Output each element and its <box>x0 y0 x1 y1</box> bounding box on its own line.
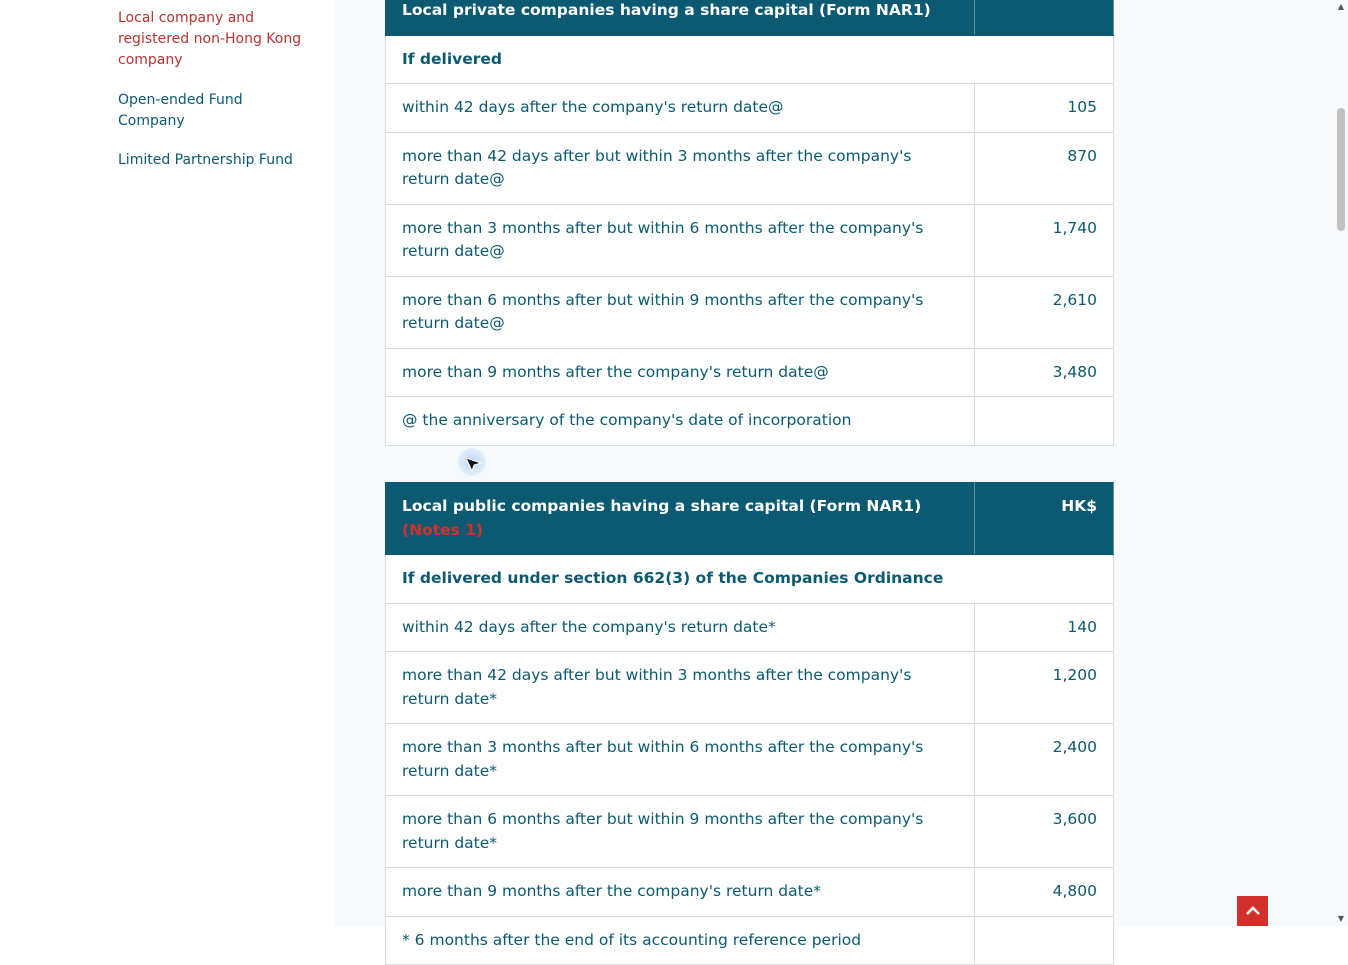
table-row <box>386 348 1114 397</box>
row-fee: 2,400 <box>975 724 1114 796</box>
table-subheader-row <box>386 35 1114 84</box>
row-description: more than 6 months after but within 9 months after the company's return date@ <box>386 276 975 348</box>
table-row <box>386 868 1114 917</box>
row-fee: 2,610 <box>975 276 1114 348</box>
row-fee: 1,740 <box>975 204 1114 276</box>
table-subheader: If delivered <box>386 35 1114 84</box>
scrollbar-thumb[interactable] <box>1337 108 1345 231</box>
row-fee: 3,600 <box>975 796 1114 868</box>
table-row <box>386 84 1114 133</box>
table-row <box>386 132 1114 204</box>
row-fee: 1,200 <box>975 652 1114 724</box>
sidebar-item-local-company[interactable]: Local company and registered non-Hong Kong company <box>118 10 302 68</box>
table-header-row <box>386 483 1114 555</box>
row-description: more than 6 months after but within 9 months after the company's return date* <box>386 796 975 868</box>
table-header-title: Local private companies having a share capital (Form NAR1) <box>386 0 975 35</box>
row-description: more than 42 days after but within 3 months after the company's return date@ <box>386 132 975 204</box>
row-fee: 140 <box>975 603 1114 652</box>
row-fee: 105 <box>975 84 1114 133</box>
row-description: within 42 days after the company's return date@ <box>386 84 975 133</box>
row-description: within 42 days after the company's return date* <box>386 603 975 652</box>
row-fee: 870 <box>975 132 1114 204</box>
row-description: @ the anniversary of the company's date of incorporation <box>386 397 975 446</box>
row-description: more than 9 months after the company's return date* <box>386 868 975 917</box>
row-description: * 6 months after the end of its accounting reference period <box>386 916 975 965</box>
fee-table-public <box>385 482 1114 965</box>
notes-link[interactable]: (Notes 1) <box>402 520 484 539</box>
mouse-pointer-icon <box>462 452 484 474</box>
table-header-currency: HK$ <box>975 483 1114 555</box>
row-fee: 4,800 <box>975 868 1114 917</box>
table-row <box>386 652 1114 724</box>
table-header-row <box>386 0 1114 35</box>
row-description: more than 42 days after but within 3 months after the company's return date* <box>386 652 975 724</box>
row-description: more than 3 months after but within 6 months after the company's return date@ <box>386 204 975 276</box>
row-fee <box>975 916 1114 965</box>
back-to-top-button[interactable] <box>1237 896 1268 926</box>
sidebar <box>0 0 335 926</box>
table-row <box>386 916 1114 965</box>
table-row <box>386 724 1114 796</box>
table-header-currency <box>975 0 1114 35</box>
sidebar-item-open-ended-fund-company[interactable]: Open-ended Fund Company <box>118 92 243 129</box>
row-description: more than 3 months after but within 6 months after the company's return date* <box>386 724 975 796</box>
table-header-title <box>386 483 975 555</box>
table-row <box>386 276 1114 348</box>
sidebar-item-limited-partnership-fund[interactable]: Limited Partnership Fund <box>118 152 293 168</box>
table-row <box>386 204 1114 276</box>
scroll-down-arrow-icon[interactable]: ▼ <box>1337 914 1345 923</box>
row-fee: 3,480 <box>975 348 1114 397</box>
fee-table-private <box>385 0 1114 446</box>
row-fee <box>975 397 1114 446</box>
row-description: more than 9 months after the company's return date@ <box>386 348 975 397</box>
table-row <box>386 603 1114 652</box>
table-row <box>386 397 1114 446</box>
scroll-up-arrow-icon[interactable]: ▲ <box>1337 2 1345 11</box>
table-subheader-row <box>386 555 1114 604</box>
table-header-title-text: Local public companies having a share capital (Form NAR1) <box>402 497 922 515</box>
chevron-up-icon <box>1244 902 1262 920</box>
table-row <box>386 796 1114 868</box>
vertical-scrollbar[interactable] <box>1334 0 1348 926</box>
table-subheader: If delivered under section 662(3) of the Companies Ordinance <box>386 555 1114 604</box>
